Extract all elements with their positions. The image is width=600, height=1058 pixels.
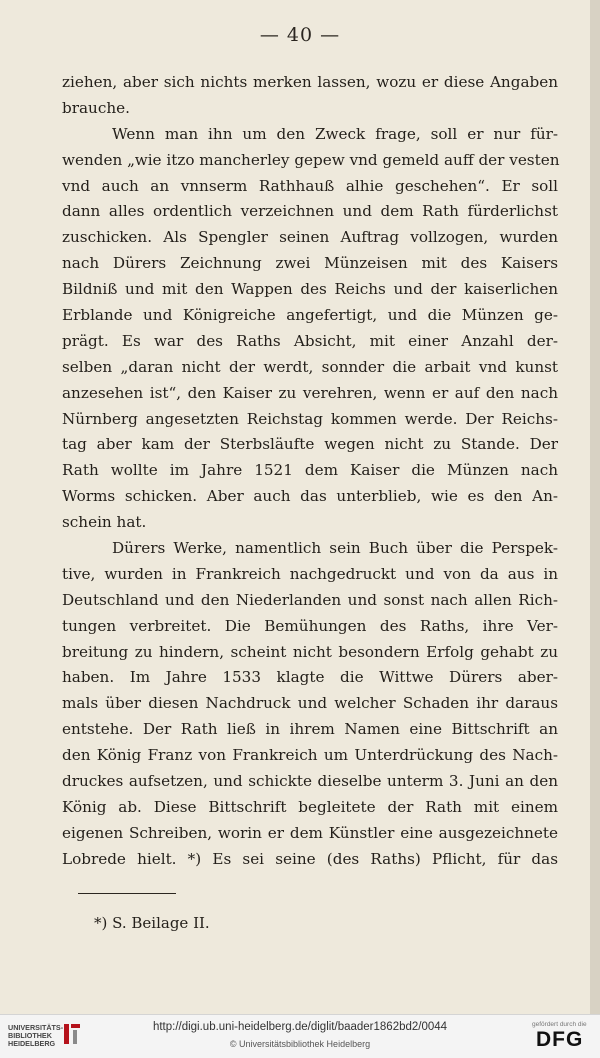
dfg-logo: DFG — [536, 1028, 584, 1051]
text-line: tag aber kam der Sterbsläufte wegen nicht zu Stande. Der — [62, 435, 558, 454]
text-line: mals über diesen Nachdruck und welcher Schaden ihr daraus — [62, 694, 558, 713]
text-line: Lobrede hielt. *) Es sei seine (des Raths) Pflicht, für das — [62, 849, 558, 868]
library-name-line: HEIDELBERG — [8, 1039, 56, 1049]
text-line: Erblande und Königreiche angefertigt, und die Münzen ge- — [62, 306, 558, 325]
text-line: nach Dürers Zeichnung zwei Münzeisen mit des Kaisers — [62, 254, 558, 273]
body-text — [62, 70, 558, 873]
footnote-rule — [78, 893, 176, 894]
text-line: ziehen, aber sich nichts merken lassen, wozu er diese Angaben — [62, 73, 558, 91]
text-line: Rath wollte im Jahre 1521 dem Kaiser die Münzen nach — [62, 461, 558, 480]
page-edge — [590, 0, 600, 1014]
page-permalink[interactable]: http://digi.ub.uni-heidelberg.de/diglit/baader1862bd2/0044 — [152, 1021, 448, 1033]
text-line: Bildniß und mit den Wappen des Reichs und der kaiserlichen — [62, 280, 558, 299]
text-line: selben „daran nicht der werdt, sonnder die arbait vnd kunst — [62, 357, 558, 376]
text-line: König ab. Diese Bittschrift begleitete der Rath mit einem — [62, 797, 558, 816]
text-line: Wenn man ihn um den Zweck frage, soll er nur für- — [112, 124, 558, 143]
text-line: entstehe. Der Rath ließ in ihrem Namen eine Bittschrift an — [62, 720, 558, 739]
text-line: wenden „wie itzo mancherley gepew vnd gemeld auff der vesten — [62, 150, 560, 169]
text-line: anzesehen ist“, den Kaiser zu verehren, wenn er auf den nach — [62, 383, 558, 402]
text-line: schein hat. — [62, 513, 147, 532]
funding-note: gefördert durch die — [532, 1021, 587, 1028]
text-line: tungen verbreitet. Die Bemühungen des Raths, ihre Ver- — [62, 616, 558, 635]
text-line: dann alles ordentlich verzeichnen und dem Rath fürderlichst — [62, 202, 558, 221]
copyright-note: © Universitätsbibliothek Heidelberg — [229, 1039, 371, 1049]
text-line: den König Franz von Frankreich um Unterdrückung des Nach- — [62, 746, 558, 765]
text-line: Worms schicken. Aber auch das unterblieb, wie es den An- — [62, 487, 558, 506]
text-line: Dürers Werke, namentlich sein Buch über die Perspek- — [112, 539, 558, 558]
library-name-line: BIBLIOTHEK — [8, 1031, 52, 1041]
viewer-footer — [0, 1014, 600, 1058]
text-line: breitung zu hindern, scheint nicht besondern Erfolg gehabt zu — [62, 642, 558, 661]
library-name-line: UNIVERSITÄTS- — [8, 1023, 64, 1032]
text-line: haben. Im Jahre 1533 klagte die Wittwe Dürers aber- — [62, 668, 558, 687]
footnote: *) S. Beilage II. — [94, 914, 210, 932]
text-line: eigenen Schreiben, worin er dem Künstler eine ausgezeichnete — [62, 823, 558, 842]
text-line: tive, wurden in Frankreich nachgedruckt und von da aus in — [62, 564, 558, 583]
page-number: — 40 — — [259, 24, 341, 46]
text-line: Deutschland und den Niederlanden und sonst nach allen Rich- — [62, 590, 558, 609]
text-line: zuschicken. Als Spengler seinen Auftrag vollzogen, wurden — [62, 228, 558, 247]
text-line: brauche. — [62, 98, 130, 117]
text-line: druckes aufsetzen, und schickte dieselbe unterm 3. Juni an den — [62, 772, 558, 791]
text-line: vnd auch an vnnserm Rathhauß alhie geschehen“. Er soll — [62, 176, 558, 195]
text-line: prägt. Es war des Raths Absicht, mit einer Anzahl der- — [62, 331, 558, 350]
text-line: Nürnberg angesetzten Reichstag kommen werde. Der Reichs- — [62, 409, 558, 428]
